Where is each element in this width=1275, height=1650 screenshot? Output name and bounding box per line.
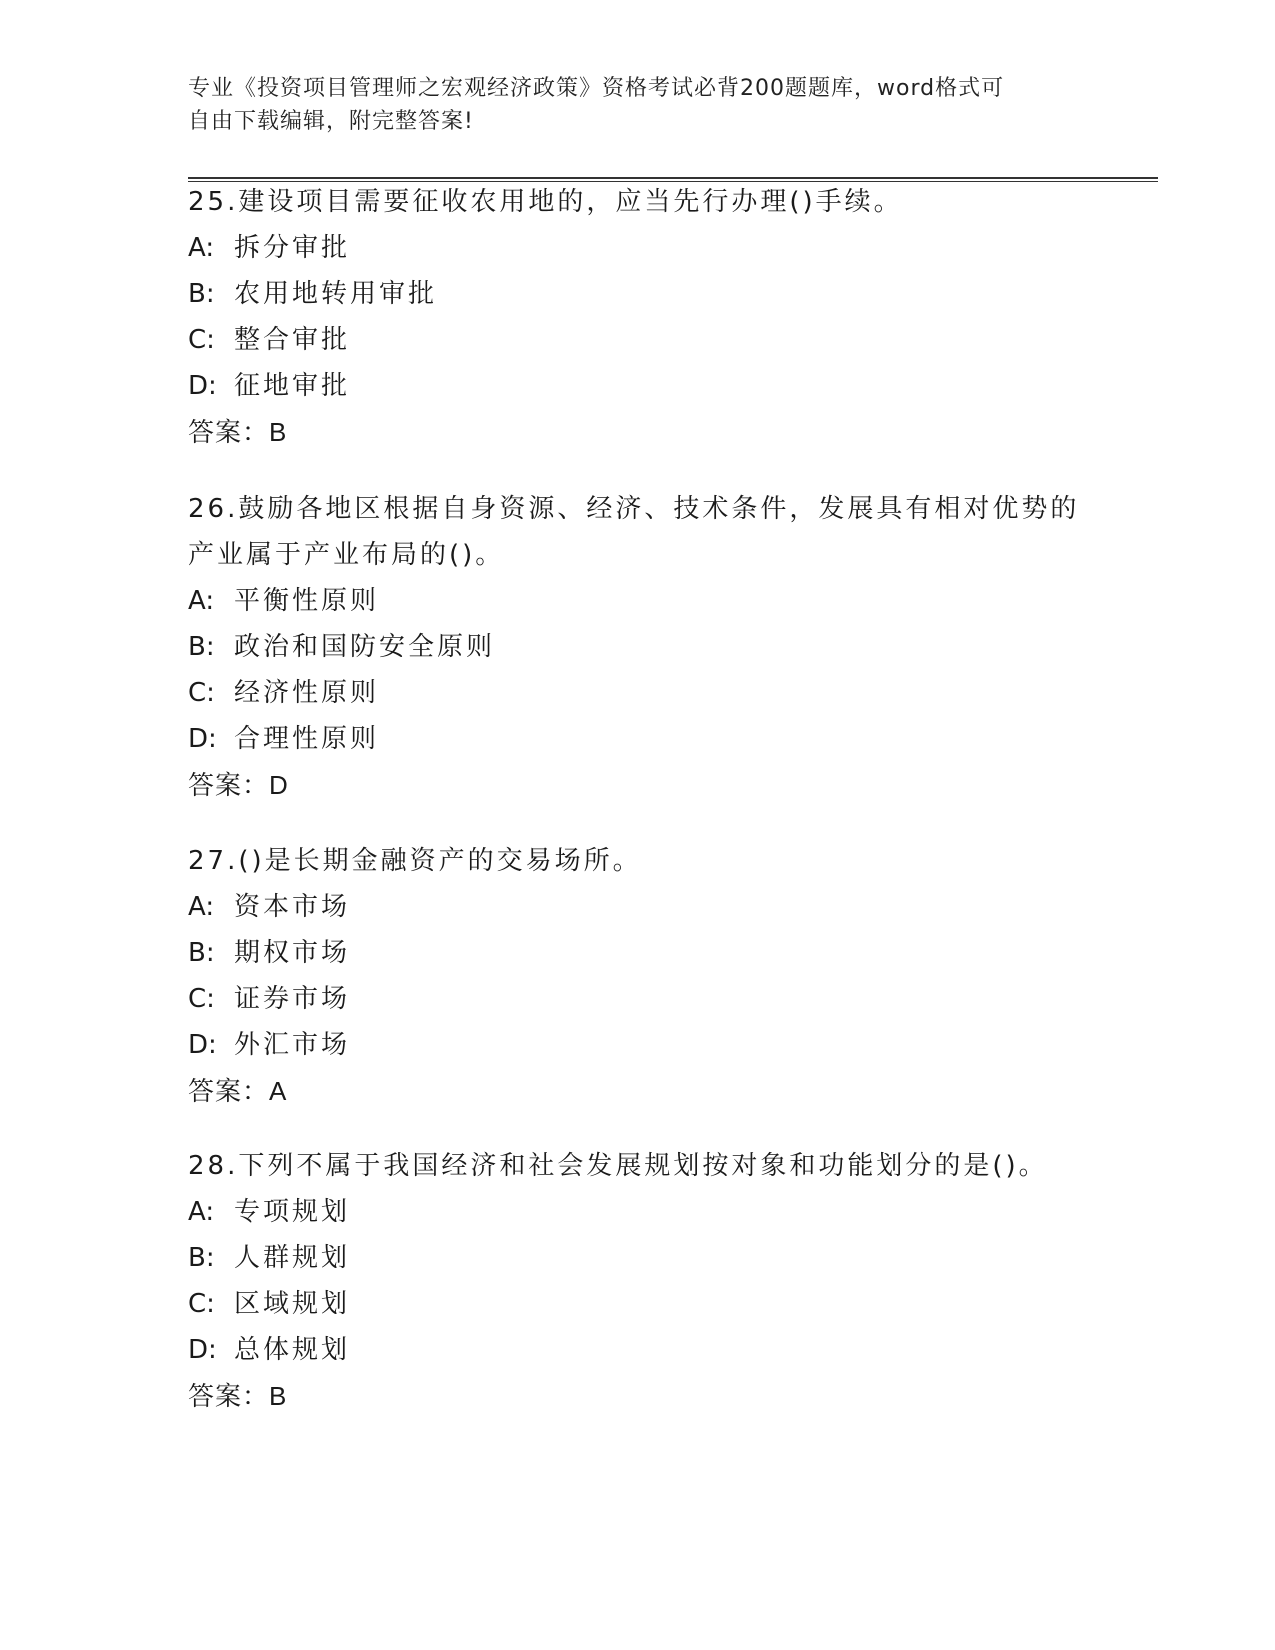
option-key: D:	[188, 371, 217, 401]
answer-line: 答案：B	[188, 1381, 288, 1411]
option-key: D:	[188, 724, 217, 754]
option-a	[188, 1189, 1088, 1235]
option-text: 拆分审批	[234, 233, 351, 263]
option-c	[188, 670, 1088, 716]
question-26	[188, 486, 1088, 808]
question-25	[188, 179, 1088, 455]
option-text: 资本市场	[234, 892, 351, 922]
option-key: A:	[188, 1197, 215, 1227]
option-text: 平衡性原则	[234, 586, 380, 616]
option-key: C:	[188, 984, 215, 1014]
option-key: B:	[188, 938, 215, 968]
option-text: 合理性原则	[234, 724, 380, 754]
option-key: A:	[188, 892, 215, 922]
option-text: 证券市场	[234, 984, 351, 1014]
option-c	[188, 1281, 1088, 1327]
option-text: 人群规划	[234, 1243, 351, 1273]
option-b	[188, 271, 1088, 317]
option-a	[188, 884, 1088, 930]
option-key: C:	[188, 1289, 215, 1319]
question-stem: 25.建设项目需要征收农用地的，应当先行办理()手续。	[188, 187, 903, 217]
option-b	[188, 1235, 1088, 1281]
question-27	[188, 838, 1088, 1114]
option-d	[188, 716, 1088, 762]
option-text: 外汇市场	[234, 1030, 351, 1060]
option-text: 政治和国防安全原则	[234, 632, 496, 662]
option-text: 期权市场	[234, 938, 351, 968]
option-text: 征地审批	[234, 371, 351, 401]
option-b	[188, 930, 1088, 976]
option-key: D:	[188, 1335, 217, 1365]
option-key: B:	[188, 279, 215, 309]
option-d	[188, 363, 1088, 409]
question-stem-line-1: 26.鼓励各地区根据自身资源、经济、技术条件，发展具有相对优势的	[188, 494, 1080, 524]
option-key: C:	[188, 678, 215, 708]
option-text: 专项规划	[234, 1197, 351, 1227]
option-c	[188, 317, 1088, 363]
answer-line: 答案：B	[188, 417, 288, 447]
option-d	[188, 1022, 1088, 1068]
option-key: B:	[188, 632, 215, 662]
option-a	[188, 578, 1088, 624]
answer-line: 答案：D	[188, 770, 289, 800]
option-key: A:	[188, 233, 215, 263]
question-stem: 27.()是长期金融资产的交易场所。	[188, 846, 642, 876]
option-text: 区域规划	[234, 1289, 351, 1319]
option-a	[188, 225, 1088, 271]
option-c	[188, 976, 1088, 1022]
option-b	[188, 624, 1088, 670]
header-line-1: 专业《投资项目管理师之宏观经济政策》资格考试必背200题题库，word格式可	[188, 76, 1005, 101]
option-key: A:	[188, 586, 215, 616]
header-line-2: 自由下载编辑，附完整答案!	[188, 109, 474, 134]
answer-line: 答案：A	[188, 1076, 288, 1106]
option-text: 总体规划	[234, 1335, 351, 1365]
document-header	[188, 72, 1068, 138]
option-text: 农用地转用审批	[234, 279, 438, 309]
option-d	[188, 1327, 1088, 1373]
question-stem: 28.下列不属于我国经济和社会发展规划按对象和功能划分的是()。	[188, 1151, 1048, 1181]
option-text: 经济性原则	[234, 678, 380, 708]
option-text: 整合审批	[234, 325, 351, 355]
question-28	[188, 1143, 1088, 1419]
option-key: C:	[188, 325, 215, 355]
option-key: B:	[188, 1243, 215, 1273]
option-key: D:	[188, 1030, 217, 1060]
question-stem-line-2: 产业属于产业布局的()。	[188, 540, 505, 570]
